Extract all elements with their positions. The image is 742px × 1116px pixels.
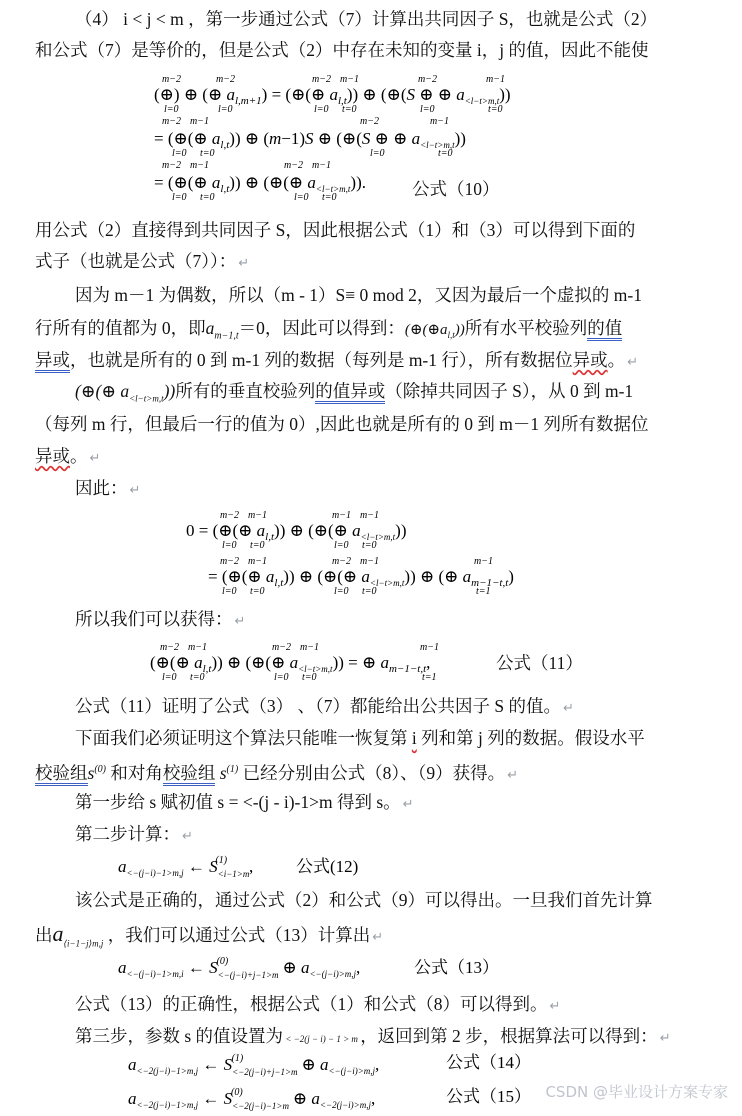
inline-math-s0: $s^{(0)}$ [87,762,106,783]
svg-text:公式(12): 公式(12) [296,857,359,876]
para7: 公式（13）的正确性，根据公式（1）和公式（8）可以得到。 ↵ [75,994,561,1014]
svg-text:l=0: l=0 [314,104,329,115]
svg-text:a<−2(j−i)−1>m,j ← S<−2(j−i)+j−: $a_{<-2(j-i)-1>m,j}$ ← $S_{<-2(j-i)+j-1>m}(1)$ ⊕ $a_{<-(j-i)>m,j}$, [128,1053,380,1077]
svg-text:t=1: t=1 [476,586,491,597]
svg-text:l=0: l=0 [294,192,309,203]
equation-13 [118,951,558,985]
inline-math-s1: $s^{(1)}$ [219,762,239,783]
svg-text:t=0: t=0 [322,192,337,203]
para5-line1: 下面我们必须证明这个算法只能唯一恢复第 i 列和第 j 列的数据。假设水平 [75,728,645,748]
svg-text:m−1: m−1 [248,556,267,567]
svg-text:m−2: m−2 [162,116,181,127]
equation-10-label: 公式（10） [412,179,500,199]
svg-text:公式（13）: 公式（13） [414,958,499,977]
svg-text:l=0: l=0 [172,192,187,203]
equation-zero [186,508,606,608]
svg-text:m−1: m−1 [340,74,359,85]
para3-line6: 异或。 ↵ [35,446,101,466]
para5-line2: 校验组$s^{(0)}$ 和对角校验组 $s^{(1)}$ 已经分别由公式（8）、（9）获得。 ↵ [35,760,518,786]
svg-text:a<−(j−i)−1>m,j ← S<i−1>m(1),: $a_{<-(j-i)-1>m,j}$ ← $S_{<i-1>m}(1)$ , [118,855,254,879]
svg-text:l=0: l=0 [420,104,435,115]
inline-math-xor-sum: $(\oplus(\oplus a_{l,t}))$ [404,322,465,340]
equation-12 [118,850,378,884]
svg-text:= (⊕(⊕ al,t)) ⊕ (m−1)S ⊕ (⊕(S: = (⊕(⊕ $a_{l,t}$)) ⊕ (m−1)S ⊕ (⊕(S ⊕ ⊕ $a_{<l-t>m,t}$)) [154,129,466,151]
watermark: CSDN @毕业设计方案专家 [545,1083,728,1101]
svg-text:l=0: l=0 [218,104,233,115]
svg-text:= (⊕(⊕ al,t)) ⊕ (⊕(⊕ a<l−t>m,t: = (⊕(⊕ $a_{l,t}$)) ⊕ (⊕(⊕ $a_{<l-t>m,t}$)). [154,173,366,195]
svg-text:= (⊕(⊕ al,t)) ⊕ (⊕(⊕ a<l−t>m,t: = (⊕(⊕ $a_{l,t}$)) ⊕ (⊕(⊕ $a_{<l-t>m,t}$)) ⊕ (⊕ $a_{m-1-t,t}$) [208,567,514,589]
svg-text:t=0: t=0 [362,540,377,551]
inline-math-xor-diag: (⊕(⊕ $a_{<l-t>m,t}$)) [75,381,176,404]
svg-text:t=0: t=0 [200,192,215,203]
svg-text:m−1: m−1 [486,74,505,85]
equation-14 [128,1048,598,1082]
svg-text:公式（15）: 公式（15） [446,1087,531,1106]
svg-text:t=0: t=0 [250,586,265,597]
svg-text:m−2: m−2 [220,510,239,521]
svg-text:m−1: m−1 [360,510,379,521]
para3-line4: (⊕(⊕ $a_{<l-t>m,t}$))所有的垂直校验列的值异或（除掉共同因子 S），从 0 到 m-1 [75,381,634,404]
svg-text:m−1: m−1 [190,116,209,127]
svg-text:m−2: m−2 [332,556,351,567]
svg-text:公式（14）: 公式（14） [446,1053,531,1072]
svg-text:t=0: t=0 [302,672,317,683]
svg-text:l=0: l=0 [222,540,237,551]
svg-text:m−2: m−2 [312,74,331,85]
so-get-label: 所以我们可以获得： ↵ [75,609,246,629]
svg-text:l=0: l=0 [164,104,179,115]
svg-text:(⊕(⊕ al,t)) ⊕ (⊕(⊕ a<l−t>m,t)): (⊕(⊕ $a_{l,t}$)) ⊕ (⊕(⊕ $a_{<l-t>m,t}$)) = ⊕ $a_{m-1-t,t}$, [150,653,431,675]
equation-11 [150,640,550,690]
para1-line1: （4） i < j < m ，第一步通过公式（7）计算出共同因子 S，也就是公式（2） [75,9,658,29]
step3-line: 第三步，参数 s 的值设置为 < −2(j − i) − 1 > m ，返回到第 2 步，根据算法可以得到： ↵ [75,1026,671,1046]
svg-text:m−1: m−1 [248,510,267,521]
svg-text:(⊕) ⊕ (⊕ al,m+1) = (⊕(⊕ al,t)): (⊕) ⊕ (⊕ $a_{l,m+1}$) = (⊕(⊕ $a_{l,t}$)) ⊕ (⊕(S ⊕ ⊕ $a_{<l-t>m,t}$)) [154,85,511,107]
svg-text:l=0: l=0 [334,586,349,597]
svg-text:m−2: m−2 [360,116,379,127]
para1-line2: 和公式（7）是等价的，但是公式（2）中存在未知的变量 i，j 的值，因此不能使 [35,40,649,60]
svg-text:m−1: m−1 [360,556,379,567]
svg-text:t=0: t=0 [342,104,357,115]
svg-text:l=0: l=0 [172,148,187,159]
svg-text:m−1: m−1 [300,642,319,653]
svg-text:l=0: l=0 [222,586,237,597]
inline-math-a-i-1-j: $a_{⟨i-1-j⟩m,j}$ [52,921,104,949]
svg-text:a<−2(j−i)−1>m,j ← S<−2(j−i)−1>: $a_{<-2(j-i)-1>m,j}$ ← $S_{<-2(j-i)-1>m}(0)$ ⊕ $a_{<-2(j-i)>m,j}$, [128,1087,376,1111]
svg-text:m−2: m−2 [418,74,437,85]
svg-text:t=1: t=1 [422,672,437,683]
svg-text:t=0: t=0 [362,586,377,597]
svg-text:m−1: m−1 [190,160,209,171]
svg-text:m−2: m−2 [160,642,179,653]
svg-text:m−2: m−2 [272,642,291,653]
svg-text:t=0: t=0 [200,148,215,159]
svg-text:m−2: m−2 [162,160,181,171]
inline-math-a-m-1-t: $a_{m-1,t}$ [205,318,239,342]
para4: 公式（11）证明了公式（3） 、（7）都能给出公共因子 S 的值。 ↵ [75,696,574,716]
svg-text:m−2: m−2 [220,556,239,567]
svg-text:l=0: l=0 [274,672,289,683]
equation-15 [128,1082,598,1116]
para6-line1: 该公式是正确的，通过公式（2）和公式（9）可以得出。一旦我们首先计算 [75,890,653,910]
para6-line2: 出$a_{⟨i-1-j⟩m,j}$ ，我们可以通过公式（13）计算出 ↵ [35,921,384,949]
para2-line2: 式子（也就是公式（7））： ↵ [35,251,250,271]
svg-text:l=0: l=0 [370,148,385,159]
svg-text:a<−(j−i)−1>m,i ← S<−(j−i)+j−1>: $a_{<-(j-i)-1>m,i}$ ← $S_{<-(j-i)+j-1>m}(0)$ ⊕ $a_{<-(j-i)>m,j}$, [118,956,361,980]
para2-line1: 用公式（2）直接得到共同因子 S，因此根据公式（1）和（3）可以得到下面的 [35,220,636,240]
step2-line: 第二步计算： ↵ [75,824,193,844]
svg-text:0 = (⊕(⊕ al,t)) ⊕ (⊕(⊕ a<l−t>m: 0 = (⊕(⊕ $a_{l,t}$)) ⊕ (⊕(⊕ $a_{<l-t>m,t}$)) [186,521,407,543]
svg-text:m−1: m−1 [188,642,207,653]
svg-text:m−2: m−2 [284,160,303,171]
para3-line5: （每列 m 行，但最后一行的值为 0）,因此也就是所有的 0 到 m－1 列所有数据位 [35,414,649,434]
svg-text:m−2: m−2 [216,74,235,85]
inline-math-s-value: < −2(j − i) − 1 > m [283,1034,361,1044]
svg-text:m−1: m−1 [332,510,351,521]
svg-text:t=0: t=0 [190,672,205,683]
svg-text:m−1: m−1 [474,556,493,567]
svg-text:t=0: t=0 [250,540,265,551]
para3-line2: 行所有的值都为 0，即$a_{m-1,t}=0$，因此可以得到：$(\oplus(\oplus a_{l,t}))$所有水平校验列的值 [35,318,623,342]
para3-line1: 因为 m－1 为偶数，所以（m - 1）S≡ 0 mod 2，又因为最后一个虚拟的 m-1 [75,285,642,305]
step1-line: 第一步给 s 赋初值 s = <-(j - i)-1>m 得到 s。 ↵ [75,792,414,812]
svg-text:l=0: l=0 [162,672,177,683]
para3-line3: 异或，也就是所有的 0 到 m-1 列的数据（每列是 m-1 行），所有数据位异或。 ↵ [35,350,638,373]
svg-text:m−1: m−1 [420,642,439,653]
equation-11-label: 公式（11） [496,653,583,673]
svg-text:l=0: l=0 [334,540,349,551]
svg-text:t=0: t=0 [438,148,453,159]
svg-text:t=0: t=0 [488,104,503,115]
svg-text:m−1: m−1 [312,160,331,171]
therefore-label: 因此： ↵ [75,478,141,498]
svg-text:m−1: m−1 [430,116,449,127]
svg-text:m−2: m−2 [162,74,181,85]
